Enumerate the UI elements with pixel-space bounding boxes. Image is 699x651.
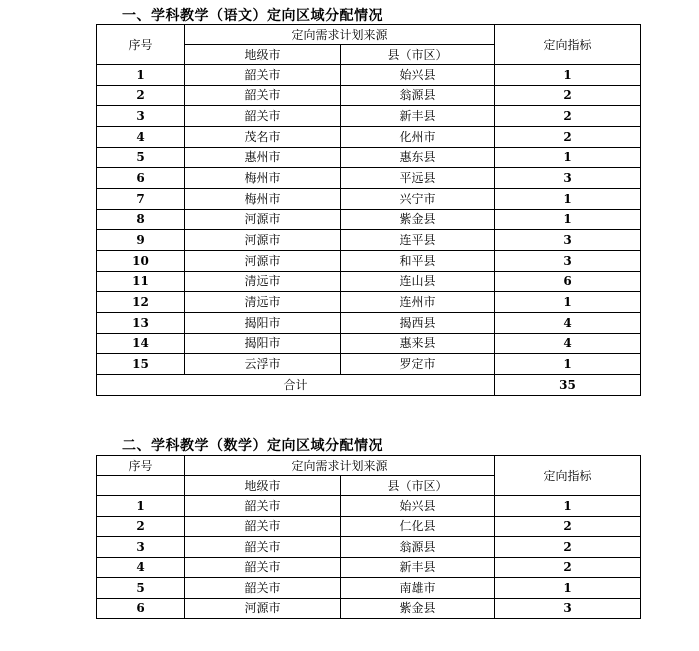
table-row — [97, 271, 641, 292]
row-county: 仁化县 — [341, 516, 495, 537]
table-row — [97, 557, 641, 578]
row-city: 河源市 — [185, 209, 341, 230]
row-index: 5 — [97, 578, 185, 599]
row-index: 6 — [97, 598, 185, 619]
row-county: 翁源县 — [341, 537, 495, 558]
row-county: 新丰县 — [341, 106, 495, 127]
row-quota: 1 — [495, 209, 641, 230]
row-city: 揭阳市 — [185, 312, 341, 333]
header-quota: 定向指标 — [495, 456, 641, 496]
row-county: 惠来县 — [341, 333, 495, 354]
header-index: 序号 — [97, 456, 185, 476]
row-city: 韶关市 — [185, 496, 341, 517]
row-city: 梅州市 — [185, 188, 341, 209]
row-county: 连平县 — [341, 230, 495, 251]
row-county: 兴宁市 — [341, 188, 495, 209]
row-city: 韶关市 — [185, 516, 341, 537]
row-quota: 1 — [495, 65, 641, 86]
row-index: 14 — [97, 333, 185, 354]
row-county: 惠东县 — [341, 147, 495, 168]
row-quota: 3 — [495, 230, 641, 251]
table-row — [97, 188, 641, 209]
row-index: 3 — [97, 537, 185, 558]
row-county: 紫金县 — [341, 598, 495, 619]
row-quota: 1 — [495, 292, 641, 313]
row-county: 和平县 — [341, 250, 495, 271]
row-county: 连州市 — [341, 292, 495, 313]
row-county: 始兴县 — [341, 65, 495, 86]
table-row — [97, 496, 641, 517]
row-index: 15 — [97, 354, 185, 375]
header-quota: 定向指标 — [495, 25, 641, 65]
row-index: 13 — [97, 312, 185, 333]
row-county: 平远县 — [341, 168, 495, 189]
row-city: 揭阳市 — [185, 333, 341, 354]
table-row — [97, 354, 641, 375]
row-quota: 4 — [495, 333, 641, 354]
row-quota: 1 — [495, 578, 641, 599]
row-county: 翁源县 — [341, 85, 495, 106]
row-quota: 1 — [495, 147, 641, 168]
table-row — [97, 168, 641, 189]
row-quota: 2 — [495, 85, 641, 106]
row-index: 7 — [97, 188, 185, 209]
row-quota: 6 — [495, 271, 641, 292]
row-city: 河源市 — [185, 230, 341, 251]
table-row — [97, 578, 641, 599]
row-city: 韶关市 — [185, 85, 341, 106]
header-city: 地级市 — [185, 45, 341, 65]
header-source-group: 定向需求计划来源 — [185, 25, 495, 45]
row-city: 韶关市 — [185, 106, 341, 127]
table-row — [97, 106, 641, 127]
row-city: 韶关市 — [185, 65, 341, 86]
row-quota: 1 — [495, 354, 641, 375]
row-index: 4 — [97, 126, 185, 147]
row-city: 河源市 — [185, 598, 341, 619]
row-quota: 2 — [495, 516, 641, 537]
table-row — [97, 292, 641, 313]
table-row — [97, 250, 641, 271]
row-index: 4 — [97, 557, 185, 578]
row-quota: 3 — [495, 598, 641, 619]
row-city: 河源市 — [185, 250, 341, 271]
table-row — [97, 65, 641, 86]
section1-title: 一、学科教学（语文）定向区域分配情况 — [122, 8, 383, 24]
row-index: 8 — [97, 209, 185, 230]
row-city: 惠州市 — [185, 147, 341, 168]
table-row — [97, 147, 641, 168]
row-index: 1 — [97, 496, 185, 517]
row-county: 新丰县 — [341, 557, 495, 578]
row-county: 连山县 — [341, 271, 495, 292]
row-city: 清远市 — [185, 292, 341, 313]
table-row — [97, 126, 641, 147]
row-quota: 1 — [495, 496, 641, 517]
row-county: 化州市 — [341, 126, 495, 147]
table-row — [97, 333, 641, 354]
row-quota: 3 — [495, 168, 641, 189]
table-row — [97, 516, 641, 537]
row-quota: 3 — [495, 250, 641, 271]
row-quota: 2 — [495, 106, 641, 127]
row-quota: 2 — [495, 126, 641, 147]
table-row — [97, 230, 641, 251]
row-city: 云浮市 — [185, 354, 341, 375]
header-county: 县（市区） — [341, 45, 495, 65]
row-index: 3 — [97, 106, 185, 127]
total-label: 合计 — [97, 374, 495, 395]
row-city: 茂名市 — [185, 126, 341, 147]
header-index-blank — [97, 476, 185, 496]
row-quota: 2 — [495, 557, 641, 578]
section2-title: 二、学科教学（数学）定向区域分配情况 — [122, 438, 383, 454]
row-city: 韶关市 — [185, 557, 341, 578]
row-index: 12 — [97, 292, 185, 313]
row-county: 紫金县 — [341, 209, 495, 230]
row-index: 11 — [97, 271, 185, 292]
row-city: 韶关市 — [185, 537, 341, 558]
table-row — [97, 209, 641, 230]
total-value: 35 — [495, 374, 641, 395]
table-row — [97, 85, 641, 106]
row-index: 2 — [97, 85, 185, 106]
table-row — [97, 598, 641, 619]
header-city: 地级市 — [185, 476, 341, 496]
row-city: 韶关市 — [185, 578, 341, 599]
row-index: 2 — [97, 516, 185, 537]
section2-table — [96, 455, 641, 619]
total-row — [97, 374, 641, 395]
row-city: 梅州市 — [185, 168, 341, 189]
row-index: 9 — [97, 230, 185, 251]
section1-table — [96, 24, 641, 396]
row-quota: 1 — [495, 188, 641, 209]
row-quota: 2 — [495, 537, 641, 558]
row-index: 6 — [97, 168, 185, 189]
row-county: 揭西县 — [341, 312, 495, 333]
row-county: 罗定市 — [341, 354, 495, 375]
header-source-group: 定向需求计划来源 — [185, 456, 495, 476]
row-county: 始兴县 — [341, 496, 495, 517]
row-index: 1 — [97, 65, 185, 86]
header-index: 序号 — [97, 25, 185, 65]
table-row — [97, 537, 641, 558]
row-quota: 4 — [495, 312, 641, 333]
row-city: 清远市 — [185, 271, 341, 292]
row-index: 10 — [97, 250, 185, 271]
row-index: 5 — [97, 147, 185, 168]
table-row — [97, 312, 641, 333]
row-county: 南雄市 — [341, 578, 495, 599]
header-county: 县（市区） — [341, 476, 495, 496]
